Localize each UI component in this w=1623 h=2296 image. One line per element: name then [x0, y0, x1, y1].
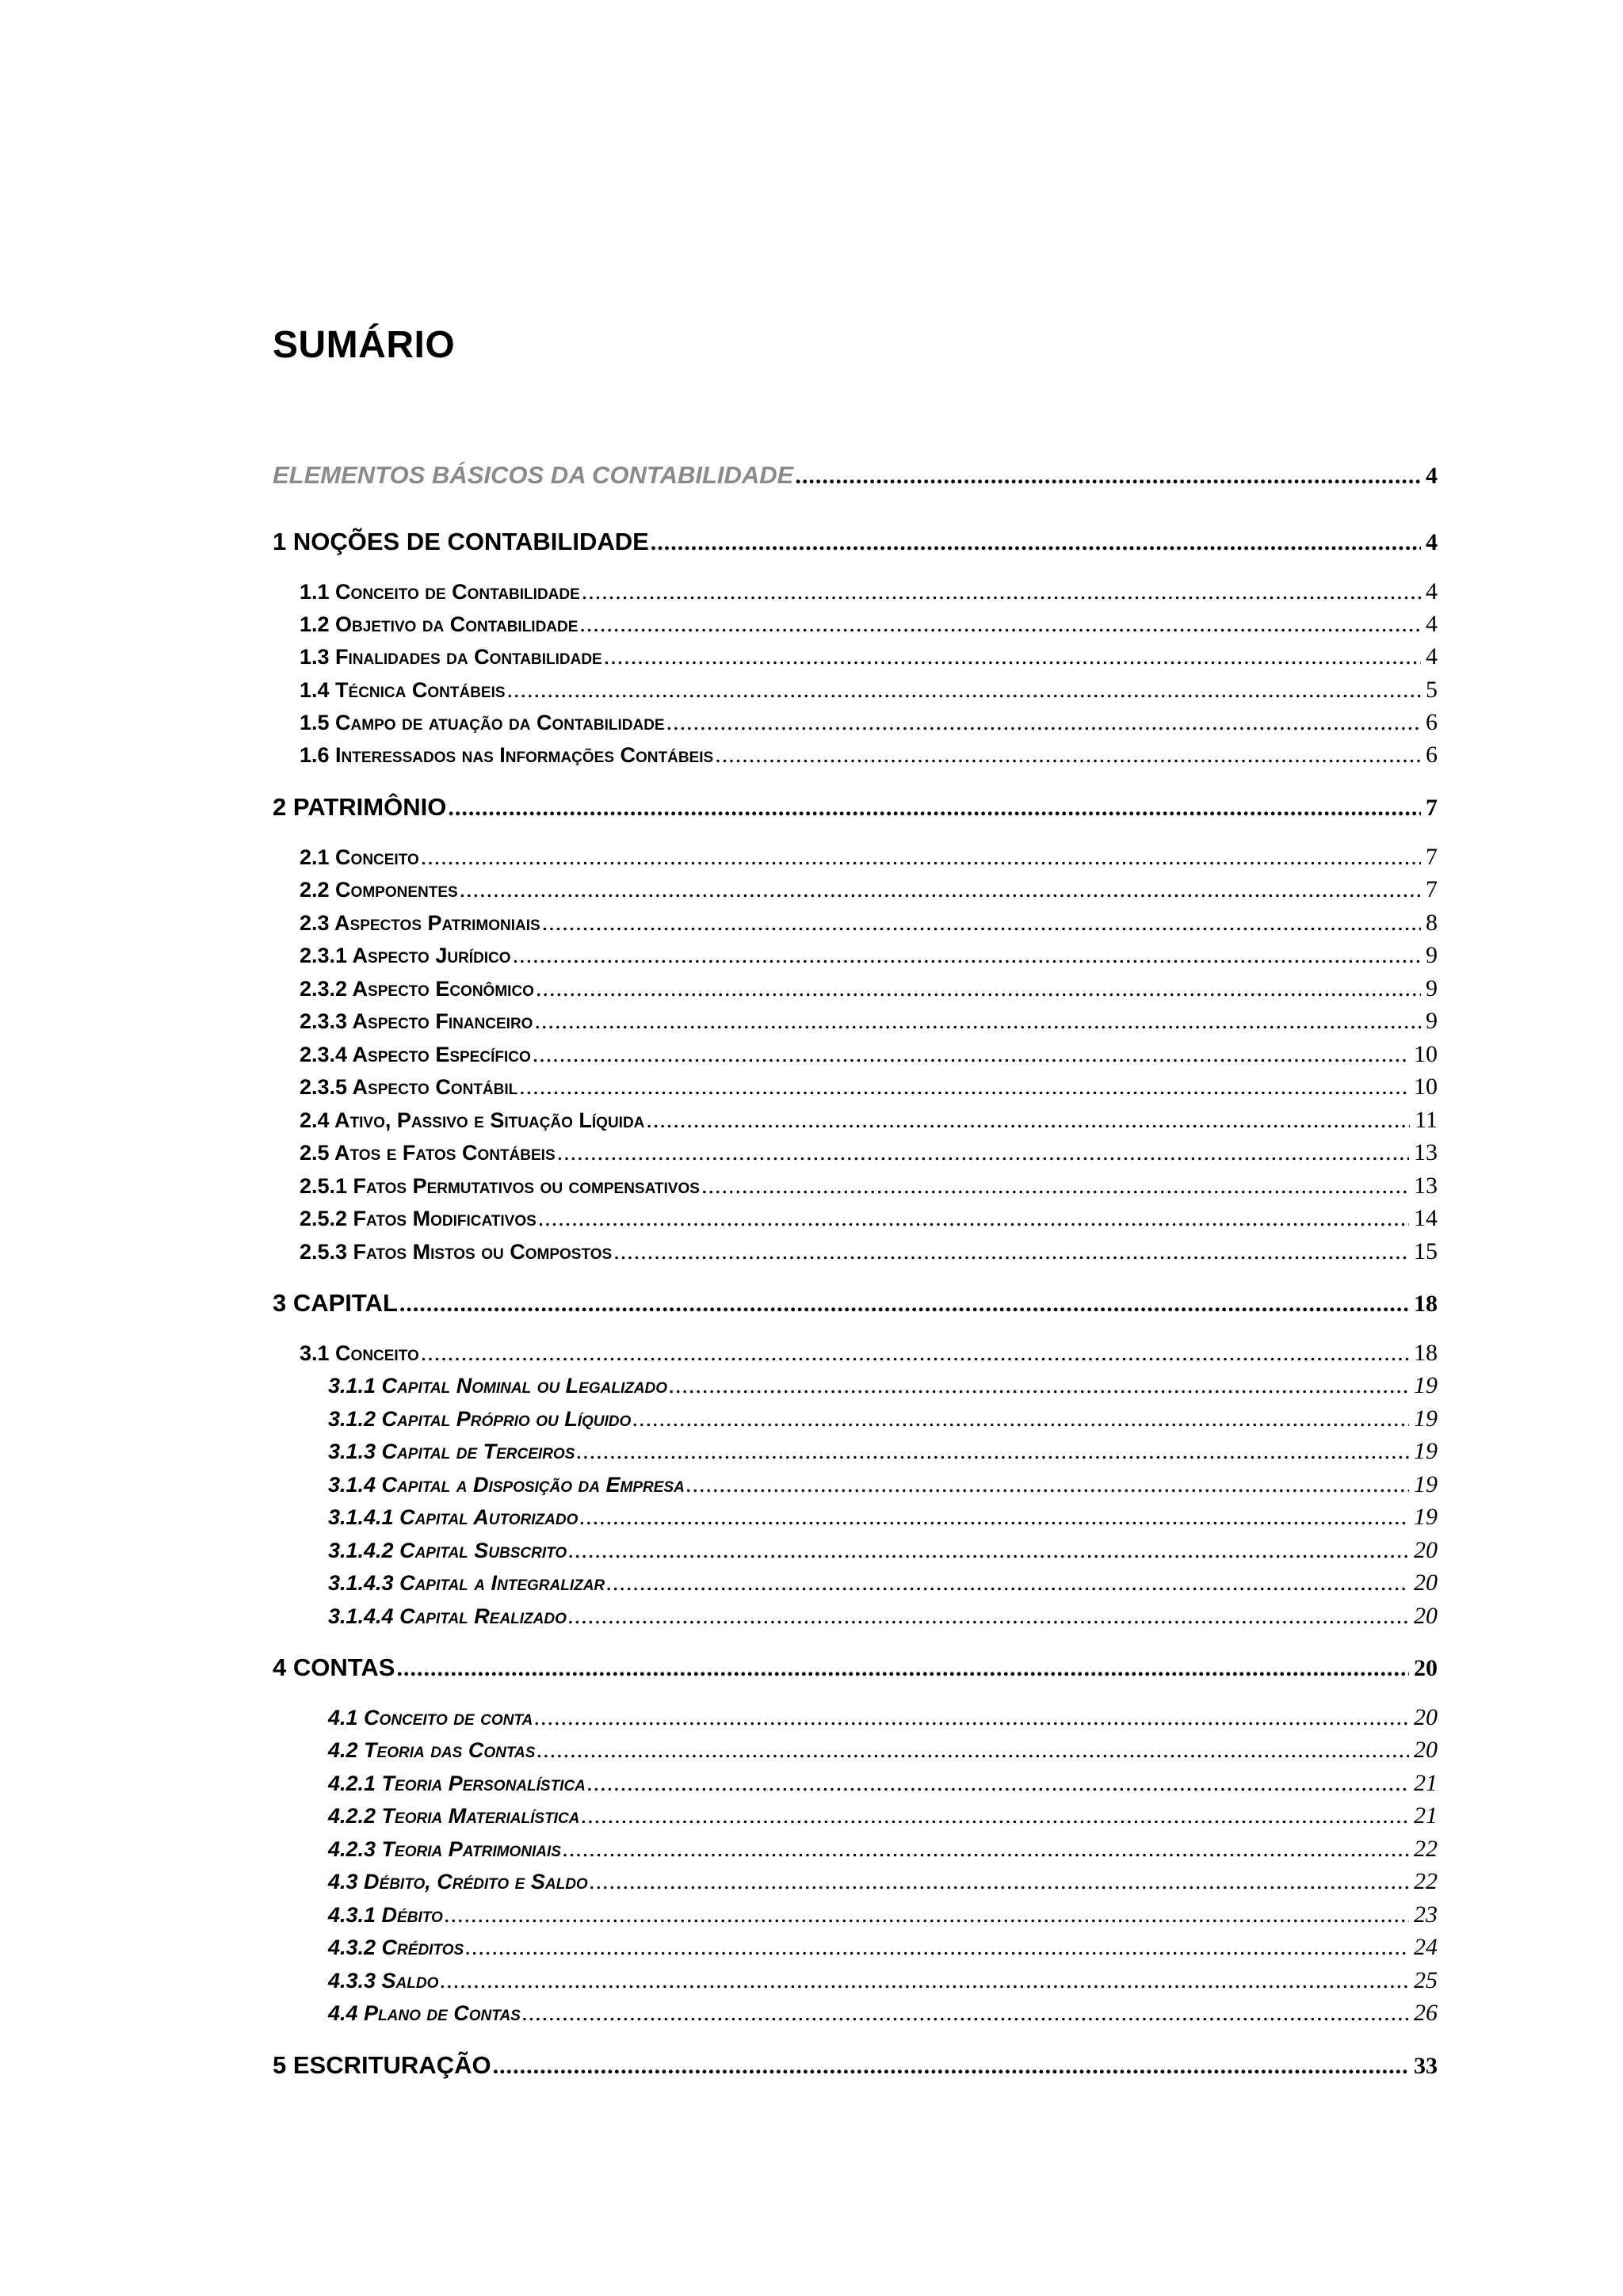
toc-entry-page-number: 10 — [1414, 1041, 1438, 1067]
toc-entry[interactable] — [328, 1901, 1438, 1928]
toc-entry-page-number: 18 — [1414, 1340, 1438, 1366]
toc-entry-page-number: 23 — [1414, 1901, 1438, 1928]
toc-entry-label: 1.5 Campo de atuação da Contabilidade — [300, 711, 665, 734]
toc-entry-label: 1.6 Interessados nas Informações Contábeis — [300, 743, 714, 767]
toc-entry-label: 1 NOÇÕES DE CONTABILIDADE — [273, 528, 649, 555]
toc-entry-label: ELEMENTOS BÁSICOS DA CONTABILIDADE — [273, 461, 794, 489]
toc-entry-page-number: 33 — [1414, 2053, 1438, 2079]
toc-entry-page-number: 7 — [1426, 795, 1438, 821]
toc-entry[interactable] — [328, 1405, 1438, 1432]
toc-entry-page-number: 6 — [1426, 742, 1438, 768]
toc-entry[interactable] — [328, 1836, 1438, 1863]
toc-entry[interactable] — [300, 709, 1438, 736]
dot-leader — [563, 1836, 1409, 1863]
toc-entry-page-number: 4 — [1426, 643, 1438, 669]
toc-entry-label: 3.1.1 Capital Nominal ou Legalizado — [328, 1374, 668, 1398]
dot-leader — [460, 876, 1421, 903]
dot-leader — [537, 1737, 1409, 1764]
toc-entry-label: 4.1 Conceito de conta — [328, 1706, 533, 1730]
toc-entry[interactable] — [328, 1934, 1438, 1961]
dot-leader — [606, 1569, 1409, 1596]
toc-entry[interactable] — [328, 2000, 1438, 2027]
dot-leader — [493, 2053, 1409, 2080]
toc-entry[interactable] — [300, 578, 1438, 605]
toc-entry[interactable] — [300, 611, 1438, 638]
toc-entry-label: 3.1.4.2 Capital Subscrito — [328, 1539, 567, 1562]
toc-entry-label: 3.1.4.4 Capital Realizado — [328, 1604, 567, 1628]
toc-entry-page-number: 26 — [1414, 2000, 1438, 2026]
toc-entry[interactable] — [273, 528, 1438, 556]
toc-entry[interactable] — [328, 1603, 1438, 1630]
toc-entry-label: 3.1 Conceito — [300, 1341, 419, 1365]
toc-entry[interactable] — [328, 1704, 1438, 1731]
toc-entry[interactable] — [300, 844, 1438, 871]
toc-entry-label: 2.4 Ativo, Passivo e Situação Líquida — [300, 1108, 645, 1132]
dot-leader — [445, 1901, 1409, 1928]
toc-entry-page-number: 19 — [1414, 1372, 1438, 1398]
toc-entry-page-number: 10 — [1414, 1074, 1438, 1100]
toc-entry-page-number: 18 — [1414, 1291, 1438, 1317]
page-title: SUMÁRIO — [273, 324, 456, 366]
toc-entry-page-number: 25 — [1414, 1967, 1438, 1993]
toc-entry-label: 2 PATRIMÔNIO — [273, 793, 447, 821]
dot-leader — [448, 795, 1421, 822]
toc-entry[interactable] — [300, 975, 1438, 1002]
dot-leader — [533, 1041, 1409, 1068]
dot-leader — [613, 1238, 1409, 1265]
toc-entry-page-number: 24 — [1414, 1934, 1438, 1960]
toc-entry-page-number: 5 — [1426, 677, 1438, 703]
toc-entry-label: 4 CONTAS — [273, 1653, 395, 1681]
toc-entry-page-number: 19 — [1414, 1471, 1438, 1497]
dot-leader — [513, 942, 1421, 969]
toc-entry-label: 2.3.4 Aspecto Específico — [300, 1043, 531, 1066]
toc-entry[interactable] — [328, 1967, 1438, 1994]
toc-entry-label: 2.3.1 Aspecto Jurídico — [300, 944, 511, 967]
toc-entry-page-number: 9 — [1426, 975, 1438, 1001]
dot-leader — [669, 1372, 1409, 1399]
toc-entry-page-number: 14 — [1414, 1205, 1438, 1231]
toc-entry[interactable] — [273, 2051, 1438, 2080]
toc-entry[interactable] — [328, 1471, 1438, 1498]
toc-entry[interactable] — [328, 1737, 1438, 1764]
toc-entry-label: 4.4 Plano de Contas — [328, 2001, 521, 2025]
toc-entry[interactable] — [300, 1107, 1438, 1134]
toc-entry[interactable] — [328, 1438, 1438, 1465]
dot-leader — [568, 1537, 1409, 1564]
toc-entry-label: 3.1.3 Capital de Terceiros — [328, 1440, 575, 1463]
toc-entry[interactable] — [300, 677, 1438, 704]
dot-leader — [522, 2000, 1409, 2027]
dot-leader — [534, 1704, 1409, 1731]
toc-entry-page-number: 9 — [1426, 1008, 1438, 1034]
toc-entry-label: 1.4 Técnica Contábeis — [300, 678, 506, 702]
toc-entry-page-number: 7 — [1426, 844, 1438, 870]
toc-entry-label: 4.2.1 Teoria Personalística — [328, 1772, 586, 1795]
toc-entry-label: 4.3.1 Débito — [328, 1903, 443, 1927]
toc-entry[interactable] — [300, 1139, 1438, 1166]
dot-leader — [536, 975, 1421, 1002]
dot-leader — [538, 1205, 1409, 1232]
toc-entry-label: 5 ESCRITURAÇÃO — [273, 2051, 491, 2079]
dot-leader — [590, 1868, 1409, 1895]
toc-entry-page-number: 8 — [1426, 910, 1438, 936]
dot-leader — [534, 1008, 1421, 1035]
toc-entry[interactable] — [328, 1770, 1438, 1797]
toc-entry-label: 3.1.2 Capital Próprio ou Líquido — [328, 1407, 632, 1431]
dot-leader — [421, 1340, 1409, 1367]
dot-leader — [507, 677, 1421, 704]
dot-leader — [396, 1655, 1409, 1682]
toc-entry[interactable] — [328, 1569, 1438, 1596]
toc-entry[interactable] — [300, 1008, 1438, 1035]
toc-entry-label: 3.1.4.3 Capital a Integralizar — [328, 1571, 605, 1595]
toc-entry-page-number: 15 — [1414, 1238, 1438, 1264]
toc-entry-label: 2.3.5 Aspecto Contábil — [300, 1075, 518, 1099]
toc-entry-page-number: 4 — [1426, 463, 1438, 489]
dot-leader — [666, 709, 1421, 736]
toc-entry-label: 2.3 Aspectos Patrimoniais — [300, 911, 540, 935]
toc-entry[interactable] — [300, 876, 1438, 903]
toc-entry-page-number: 20 — [1414, 1569, 1438, 1596]
dot-leader — [465, 1934, 1409, 1961]
dot-leader — [686, 1471, 1409, 1498]
toc-entry-page-number: 19 — [1414, 1438, 1438, 1464]
toc-entry[interactable] — [300, 910, 1438, 936]
toc-entry-label: 4.3.2 Créditos — [328, 1936, 464, 1959]
toc-entry-label: 3.1.4.1 Capital Autorizado — [328, 1505, 579, 1529]
toc-entry[interactable] — [300, 1074, 1438, 1100]
toc-entry-page-number: 19 — [1414, 1504, 1438, 1530]
toc-entry-page-number: 21 — [1414, 1770, 1438, 1796]
dot-leader — [582, 578, 1421, 605]
toc-entry[interactable] — [300, 942, 1438, 969]
toc-entry[interactable] — [300, 742, 1438, 769]
dot-leader — [519, 1074, 1409, 1100]
toc-entry[interactable] — [300, 1173, 1438, 1199]
toc-entry[interactable] — [328, 1868, 1438, 1895]
toc-entry-page-number: 7 — [1426, 876, 1438, 902]
dot-leader — [795, 463, 1421, 490]
toc-entry[interactable] — [273, 1289, 1438, 1318]
toc-entry[interactable] — [273, 793, 1438, 822]
toc-entry[interactable] — [300, 1340, 1438, 1367]
toc-entry-page-number: 19 — [1414, 1405, 1438, 1432]
toc-entry-page-number: 22 — [1414, 1868, 1438, 1894]
toc-entry-page-number: 6 — [1426, 709, 1438, 735]
toc-entry-page-number: 20 — [1414, 1704, 1438, 1730]
dot-leader — [581, 1802, 1409, 1829]
toc-entry-page-number: 9 — [1426, 942, 1438, 968]
toc-entry-page-number: 21 — [1414, 1802, 1438, 1829]
toc-entry-label: 4.3 Débito, Crédito e Saldo — [328, 1870, 588, 1894]
toc-entry-page-number: 4 — [1426, 611, 1438, 637]
toc-entry-label: 4.2.3 Teoria Patrimoniais — [328, 1837, 561, 1861]
toc-entry-page-number: 4 — [1426, 578, 1438, 605]
toc-entry-page-number: 20 — [1414, 1737, 1438, 1763]
dot-leader — [701, 1173, 1409, 1199]
dot-leader — [587, 1770, 1409, 1797]
toc-entry-label: 4.2.2 Teoria Materialística — [328, 1804, 580, 1828]
toc-entry-page-number: 13 — [1414, 1173, 1438, 1199]
toc-entry-page-number: 11 — [1415, 1107, 1438, 1133]
dot-leader — [632, 1405, 1409, 1432]
toc-entry-label: 3 CAPITAL — [273, 1289, 398, 1317]
dot-leader — [646, 1107, 1410, 1134]
toc-entry[interactable] — [328, 1537, 1438, 1564]
dot-leader — [440, 1967, 1409, 1994]
toc-entry-label: 1.3 Finalidades da Contabilidade — [300, 645, 602, 669]
dot-leader — [576, 1438, 1409, 1465]
dot-leader — [579, 611, 1421, 638]
dot-leader — [651, 529, 1421, 556]
toc-entry[interactable] — [273, 1653, 1438, 1682]
toc-entry-label: 1.1 Conceito de Contabilidade — [300, 580, 580, 604]
toc-entry-page-number: 13 — [1414, 1139, 1438, 1165]
dot-leader — [579, 1504, 1409, 1531]
dot-leader — [715, 742, 1421, 769]
toc-entry-label: 4.2 Teoria das Contas — [328, 1738, 536, 1762]
toc-entry[interactable] — [328, 1504, 1438, 1531]
toc-entry-label: 2.2 Componentes — [300, 878, 458, 902]
toc-entry-label: 2.3.2 Aspecto Econômico — [300, 977, 534, 1001]
toc-entry-page-number: 4 — [1426, 529, 1438, 555]
dot-leader — [421, 844, 1421, 871]
toc-entry[interactable] — [300, 1041, 1438, 1068]
toc-entry-label: 2.5.3 Fatos Mistos ou Compostos — [300, 1240, 613, 1264]
toc-entry-label: 2.3.3 Aspecto Financeiro — [300, 1009, 533, 1033]
dot-leader — [542, 910, 1421, 936]
toc-entry-label: 2.5.1 Fatos Permutativos ou compensativos — [300, 1174, 700, 1198]
dot-leader — [604, 643, 1421, 670]
toc-entry-page-number: 20 — [1414, 1537, 1438, 1563]
toc-entry[interactable] — [273, 461, 1438, 490]
toc-entry-page-number: 20 — [1414, 1603, 1438, 1629]
dot-leader — [399, 1291, 1409, 1318]
dot-leader — [557, 1139, 1409, 1166]
toc-entry-label: 4.3.3 Saldo — [328, 1969, 439, 1993]
toc-entry[interactable] — [300, 643, 1438, 670]
toc-entry-label: 2.5.2 Fatos Modificativos — [300, 1207, 537, 1230]
toc-entry-label: 3.1.4 Capital a Disposição da Empresa — [328, 1473, 685, 1497]
toc-entry[interactable] — [300, 1238, 1438, 1265]
toc-entry-label: 2.1 Conceito — [300, 845, 419, 869]
toc-entry[interactable] — [300, 1205, 1438, 1232]
toc-entry-page-number: 22 — [1414, 1836, 1438, 1862]
toc-entry-label: 1.2 Objetivo da Contabilidade — [300, 612, 579, 636]
dot-leader — [568, 1603, 1409, 1630]
toc-entry-label: 2.5 Atos e Fatos Contábeis — [300, 1141, 556, 1165]
toc-entry[interactable] — [328, 1372, 1438, 1399]
toc-entry[interactable] — [328, 1802, 1438, 1829]
toc-entry-page-number: 20 — [1414, 1655, 1438, 1681]
